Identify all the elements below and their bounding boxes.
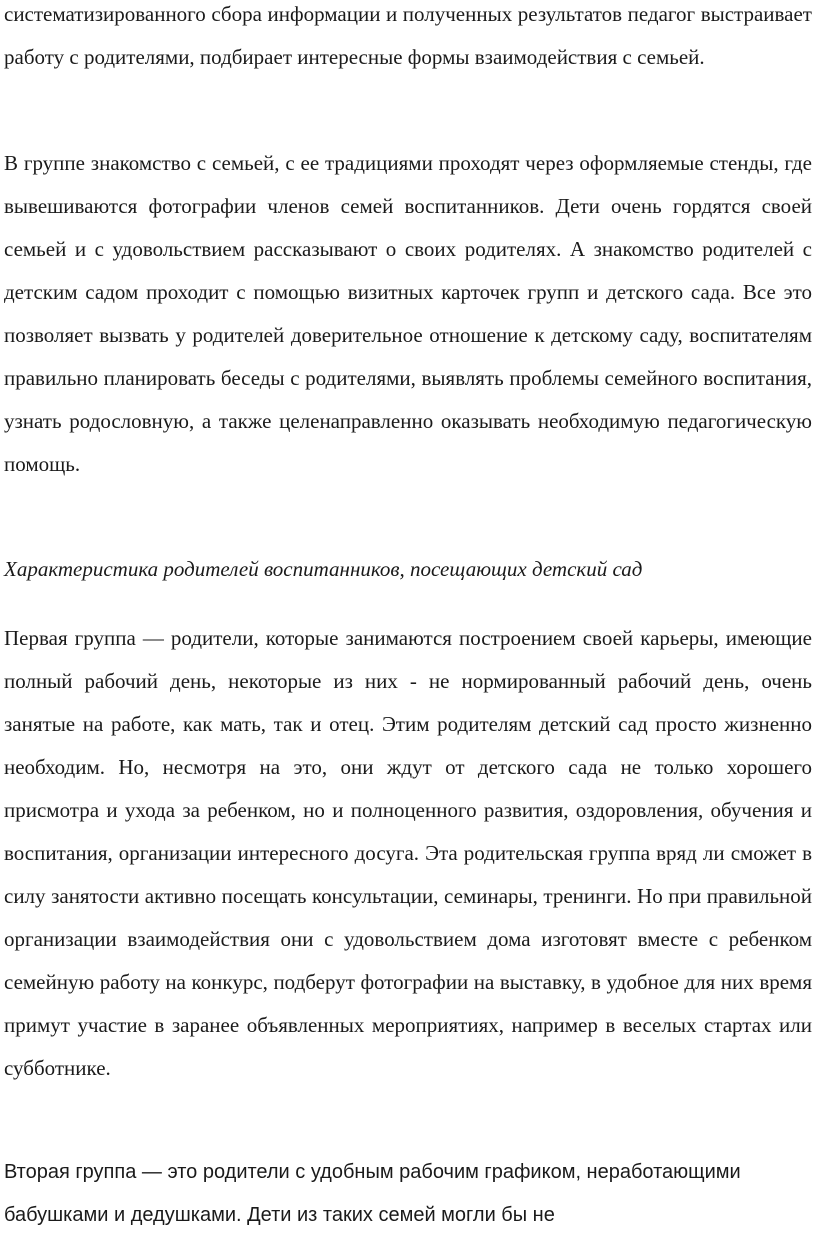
paragraph-first-group: Первая группа — родители, которые занимаются построением своей карьеры, имеющие полный рабочий день, некоторые из них - не нормированный рабочий день, очень занятые на работе, как мать, так и отец. Этим родителям детский сад просто жизненно необходим. Но, несмотря на это, они ждут от детского сада не только хорошего присмотра и ухода за ребенком, но и полноценного развития, оздоровления, обучения и воспитания, организации интересного досуга. Эта родительская группа вряд ли сможет в силу занятости активно посещать консультации, семинары, тренинги. Но при правильной организации взаимодействия они с удовольствием дома изготовят вместе с ребенком семейную работу на конкурс, подберут фотографии на выставку, в удобное для них время примут участие в заранее объявленных мероприятиях, например в веселых стартах или субботнике.	[4, 626, 812, 1080]
paragraph-second-group: Вторая группа — это родители с удобным рабочим графиком, неработающими бабушками и дедушками. Дети из таких семей могли бы не	[4, 1161, 741, 1226]
paragraph-family-traditions: В группе знакомство с семьей, с ее традициями проходят через оформляемые стенды, где вывешиваются фотографии членов семей воспитанников. Дети очень гордятся своей семьей и с удовольствием рассказывают о своих родителях. А знакомство родителей с детским садом проходит с помощью визитных карточек групп и детского сада. Все это позволяет вызвать у родителей доверительное отношение к детскому саду, воспитателям правильно планировать беседы с родителями, выявлять проблемы семейного воспитания, узнать родословную, а также целенаправленно оказывать необходимую педагогическую помощь.	[4, 151, 812, 476]
paragraph-intro-continuation: систематизированного сбора информации и полученных результатов педагог выстраивает работу с родителями, подбирает интересные формы взаимодействия с семьей.	[4, 2, 812, 69]
section-heading: Характеристика родителей воспитанников, посещающих детский сад	[4, 557, 643, 581]
